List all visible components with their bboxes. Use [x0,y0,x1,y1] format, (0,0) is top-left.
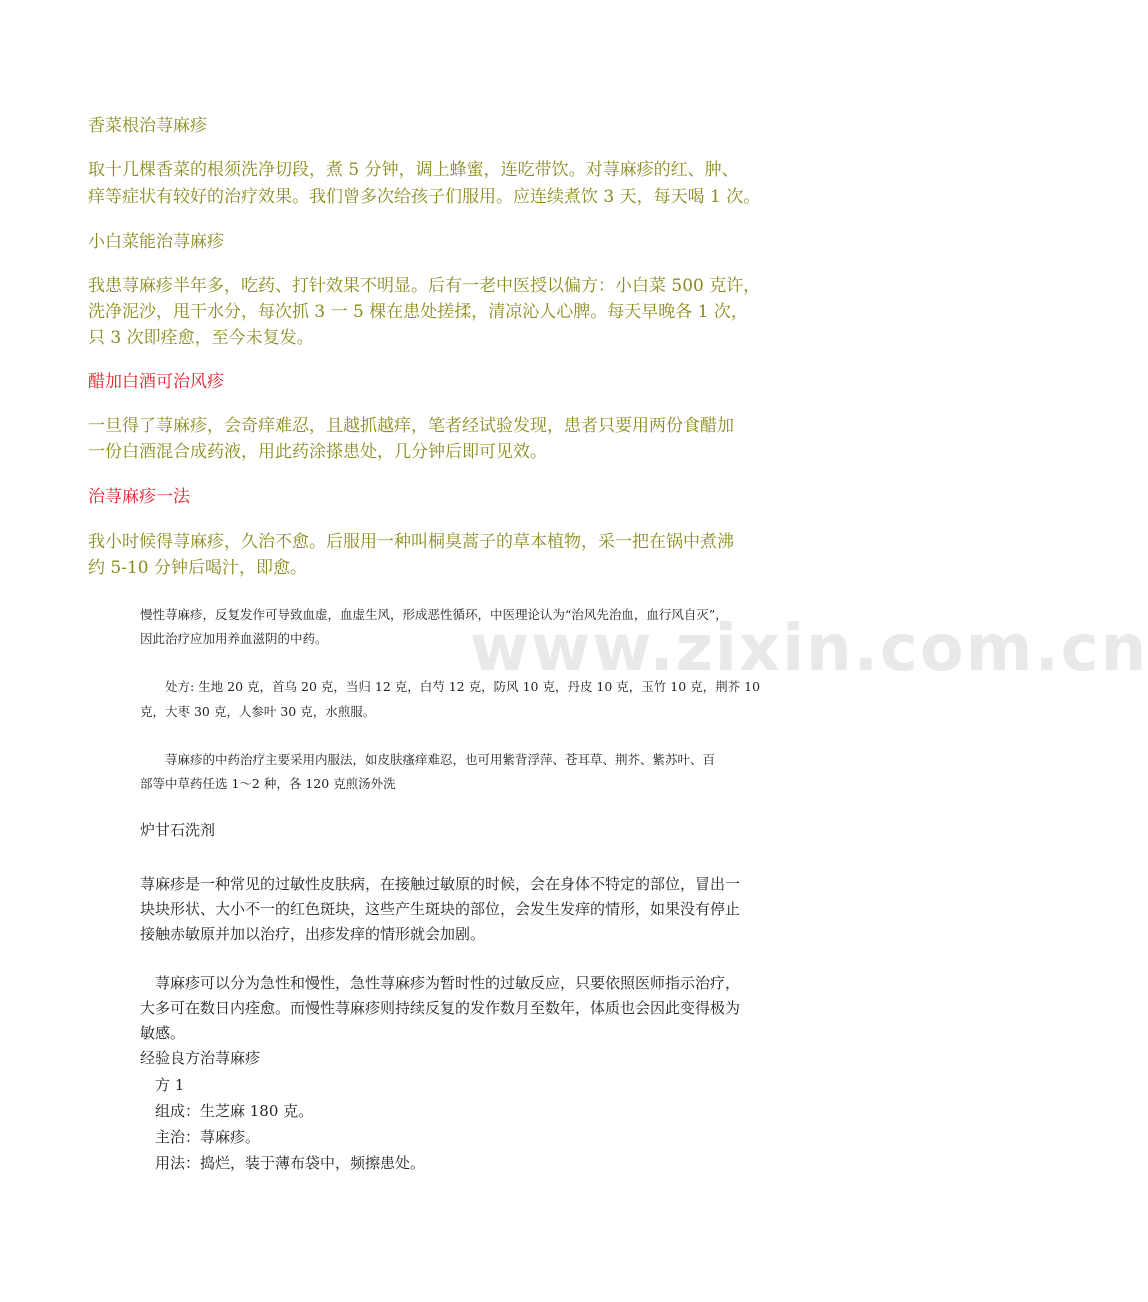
watermark: www.zixin.com.cn [470,612,1148,686]
body-text-line: 敏感。 [140,1024,186,1042]
section-text-line: 洗净泥沙，甩干水分，每次抓 3 一 5 棵在患处搓揉，清凉沁人心脾。每天早晚各 1 次， [88,302,748,322]
recipe-line: 主治：荨麻疹。 [155,1128,261,1146]
section-title-bokchoy: 小白菜能治荨麻疹 [88,232,224,252]
body-text-line: 大多可在数日内痊愈。而慢性荨麻疹则持续反复的发作数月至数年，体质也会因此变得极为 [140,999,741,1017]
section-text-line: 取十几棵香菜的根须洗净切段，煮 5 分钟，调上蜂蜜，连吃带饮。对荨麻疹的红、肿、 [88,160,739,180]
section-text-line: 一旦得了荨麻疹，会奇痒难忍，且越抓越痒，笔者经试验发现，患者只要用两份食醋加 [88,416,734,436]
note-text-line: 因此治疗应加用养血滋阴的中药。 [140,631,328,646]
recipe-line: 方 1 [155,1076,185,1094]
body-text-line: 荨麻疹是一种常见的过敏性皮肤病，在接触过敏原的时候，会在身体不特定的部位，冒出一 [140,875,741,893]
recipe-line: 用法：捣烂，装于薄布袋中，频擦患处。 [155,1154,426,1172]
section-title-coriander: 香菜根治荨麻疹 [88,116,207,136]
section-title-calamine: 炉甘石洗剂 [140,821,216,839]
note-text-line: 荨麻疹的中药治疗主要采用内服法，如皮肤瘙痒难忍，也可用紫背浮萍、苍耳草、荆芥、紫苏叶、百 [165,752,716,767]
recipe-line: 组成：生芝麻 180 克。 [155,1102,314,1120]
section-text-line: 我小时候得荨麻疹，久治不愈。后服用一种叫桐臭蒿子的草本植物，采一把在锅中煮沸 [88,532,734,552]
section-text-line: 我患荨麻疹半年多，吃药、打针效果不明显。后有一老中医授以偏方：小白菜 500 克许， [88,276,761,296]
body-text-line: 接触赤敏原并加以治疗，出疹发痒的情形就会加剧。 [140,925,486,943]
body-text-line: 块块形状、大小不一的红色斑块，这些产生斑块的部位，会发生发痒的情形，如果没有停止 [140,900,741,918]
prescription-line: 克，大枣 30 克，人参叶 30 克，水煎服。 [140,704,376,719]
section-text-line: 痒等症状有较好的治疗效果。我们曾多次给孩子们服用。应连续煮饮 3 天，每天喝 1 次。 [88,187,761,207]
prescription-line: 处方: 生地 20 克，首乌 20 克，当归 12 克，白芍 12 克，防风 10 克，丹皮 10 克，玉竹 10 克，荆芥 10 [165,679,761,694]
section-text-line: 只 3 次即痊愈，至今未复发。 [88,328,314,348]
recipe-title: 经验良方治荨麻疹 [140,1049,261,1067]
section-text-line: 一份白酒混合成药液，用此药涂搽患处，几分钟后即可见效。 [88,442,547,462]
note-text-line: 部等中草药任选 1～2 种，各 120 克煎汤外洗 [140,776,396,791]
note-text-line: 慢性荨麻疹，反复发作可导致血虚，血虚生风，形成恶性循环，中医理论认为“治风先治血，血行风自灭”， [140,607,728,622]
body-text-line: 荨麻疹可以分为急性和慢性，急性荨麻疹为暂时性的过敏反应，只要依照医师指示治疗， [155,974,741,992]
section-title-method: 治荨麻疹一法 [88,487,190,507]
section-text-line: 约 5-10 分钟后喝汁，即愈。 [88,558,307,578]
section-title-vinegar: 醋加白酒可治风疹 [88,372,224,392]
